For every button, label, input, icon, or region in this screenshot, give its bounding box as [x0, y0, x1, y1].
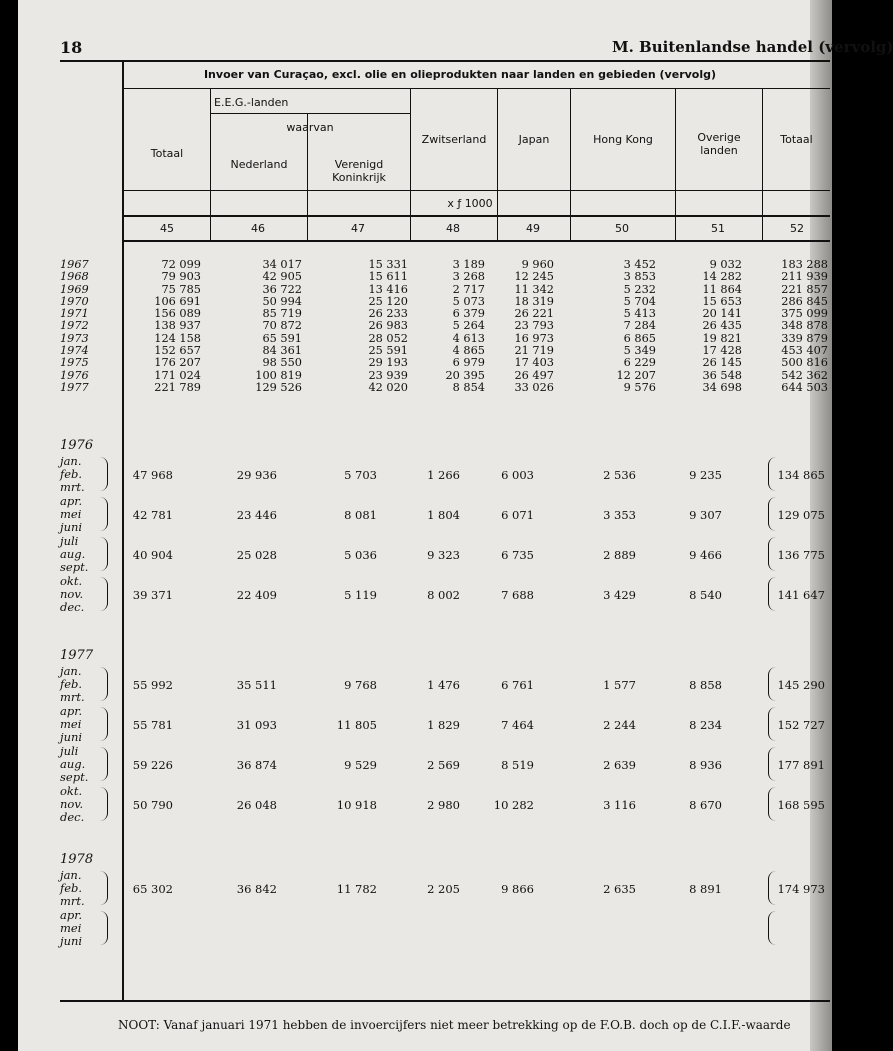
col-number: 48 [446, 222, 460, 235]
col-number: 52 [790, 222, 804, 235]
quarter-cell: 65 302 [132, 882, 173, 896]
month-label: nov. [60, 797, 84, 811]
month-label: feb. [60, 467, 83, 481]
cell: 42 020 [368, 380, 408, 394]
cell: 9 960 [521, 258, 554, 271]
waarvan-header: waarvan [286, 121, 334, 134]
quarter-cell: 6 735 [501, 548, 534, 562]
cell: 138 937 [154, 319, 201, 333]
cell: 5 704 [623, 294, 656, 308]
cell: 100 819 [255, 368, 302, 382]
table-row [60, 382, 830, 394]
quarter-cell: 2 889 [603, 548, 636, 562]
quarter-cell: 129 075 [777, 508, 825, 522]
quarter-cell: 9 307 [689, 508, 722, 522]
col-divider-4 [497, 88, 498, 240]
quarter-cell: 8 081 [344, 508, 377, 522]
quarter-cell: 2 980 [427, 798, 460, 812]
group-year: 1977 [60, 648, 94, 663]
cell: 15 331 [368, 258, 408, 271]
cell: 11 864 [702, 282, 742, 296]
cell: 375 099 [781, 307, 828, 321]
table-main-header: Invoer van Curaçao, excl. olie en olieprodukten naar landen en gebieden (vervolg) [203, 68, 717, 81]
header-rule-5 [122, 240, 830, 242]
quarter-brace [768, 457, 776, 491]
month-label: juli [60, 534, 79, 548]
header-rule-3 [122, 190, 830, 191]
row-year: 1977 [60, 380, 89, 394]
col-number: 47 [351, 222, 365, 235]
quarter-cell: 3 429 [603, 588, 636, 602]
cell: 5 073 [452, 294, 485, 308]
quarter-cell: 11 805 [336, 718, 377, 732]
unit-label: x ƒ 1000 [447, 197, 493, 210]
cell: 5 349 [623, 344, 656, 358]
quarter-cell: 10 918 [336, 798, 377, 812]
cell: 26 497 [514, 368, 554, 382]
quarter-cell: 23 446 [236, 508, 277, 522]
cell: 348 878 [781, 319, 828, 333]
quarter-cell: 3 353 [603, 508, 636, 522]
cell: 129 526 [255, 380, 302, 394]
cell: 34 698 [702, 380, 742, 394]
col-header-overige-line1: Overige [697, 131, 741, 144]
cell: 5 232 [623, 282, 656, 296]
cell: 221 857 [781, 282, 828, 296]
quarter-brace [768, 707, 776, 741]
cell: 15 611 [368, 270, 408, 284]
eeg-header: E.E.G.-landen [214, 96, 289, 109]
cell: 3 452 [623, 258, 656, 271]
quarter-cell: 9 235 [689, 468, 722, 482]
col-header-overige-line2: landen [700, 144, 738, 157]
month-label: apr. [60, 494, 83, 508]
quarter-brace [768, 577, 776, 611]
cell: 26 145 [702, 356, 742, 370]
month-label: sept. [60, 770, 89, 784]
annual-rows [60, 259, 830, 394]
quarter-brace [100, 911, 108, 945]
quarter-cell: 7 688 [501, 588, 534, 602]
header-rule-1 [122, 88, 830, 89]
quarter-brace [100, 747, 108, 781]
cell: 7 284 [623, 319, 656, 333]
month-label: okt. [60, 574, 83, 588]
table-row [60, 357, 830, 369]
cell: 36 722 [262, 282, 302, 296]
month-label: jan. [60, 664, 82, 678]
quarter-cell: 1 577 [603, 678, 636, 692]
quarter-cell: 6 071 [501, 508, 534, 522]
month-label: sept. [60, 560, 89, 574]
cell: 36 548 [702, 368, 742, 382]
quarter-brace [100, 577, 108, 611]
cell: 23 793 [514, 319, 554, 333]
cell: 644 503 [781, 380, 828, 394]
cell: 26 983 [368, 319, 408, 333]
cell: 2 717 [452, 282, 485, 296]
quarter-cell: 8 936 [689, 758, 722, 772]
cell: 23 939 [368, 368, 408, 382]
col-number: 51 [711, 222, 725, 235]
cell: 6 865 [623, 331, 656, 345]
month-label: juni [60, 520, 83, 534]
cell: 124 158 [154, 331, 201, 345]
row-year: 1969 [60, 282, 89, 296]
quarter-brace [100, 537, 108, 571]
quarter-brace [768, 537, 776, 571]
cell: 453 407 [781, 344, 828, 358]
cell: 9 576 [623, 380, 656, 394]
cell: 156 089 [154, 307, 201, 321]
col-number: 49 [526, 222, 540, 235]
quarter-cell: 22 409 [236, 588, 277, 602]
cell: 25 120 [368, 294, 408, 308]
quarter-cell: 36 874 [236, 758, 277, 772]
cell: 8 854 [452, 380, 485, 394]
month-label: apr. [60, 704, 83, 718]
quarter-cell: 8 891 [689, 882, 722, 896]
header-rule-4 [122, 215, 830, 217]
cell: 339 879 [781, 331, 828, 345]
col-header-zwitserland: Zwitserland [421, 133, 487, 146]
col-header-japan: Japan [518, 133, 550, 146]
month-label: jan. [60, 868, 82, 882]
quarter-cell: 8 002 [427, 588, 460, 602]
month-label: aug. [60, 547, 86, 561]
cell: 42 905 [262, 270, 302, 284]
cell: 542 362 [781, 368, 828, 382]
col-header-hongkong: Hong Kong [593, 133, 653, 146]
quarter-brace [768, 911, 776, 945]
cell: 26 435 [702, 319, 742, 333]
cell: 17 428 [702, 344, 742, 358]
month-label: okt. [60, 784, 83, 798]
quarter-cell: 174 973 [777, 882, 825, 896]
quarter-cell: 8 858 [689, 678, 722, 692]
table-row [60, 320, 830, 332]
quarter-cell: 9 768 [344, 678, 377, 692]
quarter-cell: 2 639 [603, 758, 636, 772]
cell: 21 719 [514, 344, 554, 358]
quarter-cell: 8 670 [689, 798, 722, 812]
cell: 33 026 [514, 380, 554, 394]
col-divider-3 [410, 88, 411, 240]
month-label: nov. [60, 587, 84, 601]
month-label: feb. [60, 677, 83, 691]
cell: 4 613 [452, 331, 485, 345]
quarter-cell: 9 323 [427, 548, 460, 562]
cell: 176 207 [154, 356, 201, 370]
cell: 16 973 [514, 331, 554, 345]
quarter-cell: 5 119 [344, 588, 377, 602]
table-bottom-rule [60, 1000, 830, 1002]
quarter-cell: 177 891 [777, 758, 825, 772]
quarter-cell: 6 761 [501, 678, 534, 692]
quarter-cell: 25 028 [236, 548, 277, 562]
quarter-brace [100, 497, 108, 531]
row-year: 1970 [60, 294, 89, 308]
cell: 79 903 [161, 270, 201, 284]
row-year: 1972 [60, 319, 89, 333]
quarter-brace [100, 667, 108, 701]
col-divider-7 [762, 88, 763, 240]
cell: 5 413 [623, 307, 656, 321]
cell: 11 342 [514, 282, 554, 296]
quarter-cell: 145 290 [777, 678, 825, 692]
month-label: mei [60, 717, 82, 731]
quarter-cell: 8 519 [501, 758, 534, 772]
quarter-cell: 36 842 [236, 882, 277, 896]
quarter-cell: 1 266 [427, 468, 460, 482]
quarter-cell: 7 464 [501, 718, 534, 732]
cell: 20 141 [702, 307, 742, 321]
quarter-cell: 1 829 [427, 718, 460, 732]
month-label: mrt. [60, 480, 85, 494]
quarter-cell: 50 790 [132, 798, 173, 812]
cell: 17 403 [514, 356, 554, 370]
col-number: 45 [160, 222, 174, 235]
cell: 26 221 [514, 307, 554, 321]
quarter-cell: 35 511 [236, 678, 277, 692]
quarter-brace [768, 747, 776, 781]
row-year: 1974 [60, 344, 89, 358]
quarter-cell: 3 116 [603, 798, 636, 812]
table-top-rule [60, 60, 830, 62]
quarter-cell: 2 536 [603, 468, 636, 482]
month-label: mei [60, 507, 82, 521]
month-label: mrt. [60, 894, 85, 908]
cell: 75 785 [161, 282, 201, 296]
cell: 29 193 [368, 356, 408, 370]
section-title: M. Buitenlandse handel (vervolg) [612, 38, 893, 56]
cell: 183 288 [781, 258, 828, 271]
col-header-vk-line2: Koninkrijk [332, 171, 386, 184]
quarter-cell: 5 703 [344, 468, 377, 482]
month-label: juni [60, 730, 83, 744]
quarter-brace [100, 707, 108, 741]
month-label: apr. [60, 908, 83, 922]
cell: 20 395 [445, 368, 485, 382]
quarter-cell: 9 866 [501, 882, 534, 896]
quarter-cell: 5 036 [344, 548, 377, 562]
cell: 18 319 [514, 294, 554, 308]
quarter-cell: 6 003 [501, 468, 534, 482]
cell: 15 653 [702, 294, 742, 308]
page-number: 18 [60, 38, 83, 57]
cell: 152 657 [154, 344, 201, 358]
quarter-cell: 134 865 [777, 468, 825, 482]
cell: 85 719 [262, 307, 302, 321]
stub-divider [122, 60, 124, 1000]
col-divider-5 [570, 88, 571, 240]
cell: 12 207 [616, 368, 656, 382]
quarter-cell: 29 936 [236, 468, 277, 482]
quarter-brace [768, 871, 776, 905]
quarter-cell: 2 205 [427, 882, 460, 896]
cell: 14 282 [702, 270, 742, 284]
quarter-cell: 168 595 [777, 798, 825, 812]
quarter-brace [100, 457, 108, 491]
quarter-cell: 10 282 [493, 798, 534, 812]
cell: 26 233 [368, 307, 408, 321]
quarter-cell: 141 647 [777, 588, 825, 602]
quarter-cell: 152 727 [777, 718, 825, 732]
month-label: aug. [60, 757, 86, 771]
cell: 3 268 [452, 270, 485, 284]
col-header-totaal-2: Totaal [780, 133, 813, 146]
quarter-cell: 55 992 [132, 678, 173, 692]
cell: 84 361 [262, 344, 302, 358]
table-row [60, 271, 830, 283]
cell: 6 379 [452, 307, 485, 321]
quarter-brace [768, 497, 776, 531]
month-label: dec. [60, 600, 85, 614]
footnote: NOOT: Vanaf januari 1971 hebben de invoercijfers niet meer betrekking op de F.O.B. doch op de C.I.F.-waarde [118, 1018, 791, 1032]
quarter-cell: 9 466 [689, 548, 722, 562]
cell: 211 939 [781, 270, 828, 284]
month-label: feb. [60, 881, 83, 895]
col-number: 46 [251, 222, 265, 235]
quarter-cell: 39 371 [132, 588, 173, 602]
header-rule-2 [210, 113, 410, 114]
quarter-cell: 55 781 [132, 718, 173, 732]
cell: 19 821 [702, 331, 742, 345]
quarter-cell: 8 234 [689, 718, 722, 732]
row-year: 1976 [60, 368, 89, 382]
cell: 9 032 [709, 258, 742, 271]
cell: 12 245 [514, 270, 554, 284]
quarter-cell: 42 781 [132, 508, 173, 522]
group-year: 1978 [60, 852, 94, 867]
quarter-cell: 2 569 [427, 758, 460, 772]
quarter-brace [768, 787, 776, 821]
month-label: dec. [60, 810, 85, 824]
row-year: 1967 [60, 258, 89, 271]
cell: 6 979 [452, 356, 485, 370]
cell: 13 416 [368, 282, 408, 296]
cell: 5 264 [452, 319, 485, 333]
cell: 28 052 [368, 331, 408, 345]
row-year: 1975 [60, 356, 89, 370]
cell: 286 845 [781, 294, 828, 308]
quarter-cell: 2 244 [603, 718, 636, 732]
col-header-totaal: Totaal [150, 147, 184, 160]
quarter-brace [100, 787, 108, 821]
cell: 171 024 [154, 368, 201, 382]
cell: 3 853 [623, 270, 656, 284]
quarter-cell: 8 540 [689, 588, 722, 602]
quarter-cell: 9 529 [344, 758, 377, 772]
cell: 3 189 [452, 258, 485, 271]
quarter-cell: 1 804 [427, 508, 460, 522]
quarter-cell: 26 048 [236, 798, 277, 812]
cell: 25 591 [368, 344, 408, 358]
month-label: jan. [60, 454, 82, 468]
cell: 65 591 [262, 331, 302, 345]
quarter-cell: 136 775 [777, 548, 825, 562]
month-label: juli [60, 744, 79, 758]
quarter-cell: 11 782 [336, 882, 377, 896]
quarter-cell: 1 476 [427, 678, 460, 692]
quarter-cell: 47 968 [132, 468, 173, 482]
cell: 4 865 [452, 344, 485, 358]
cell: 72 099 [161, 258, 201, 271]
quarter-cell: 40 904 [132, 548, 173, 562]
col-header-nederland: Nederland [230, 158, 288, 171]
row-year: 1968 [60, 270, 89, 284]
month-label: mrt. [60, 690, 85, 704]
month-label: mei [60, 921, 82, 935]
cell: 98 550 [262, 356, 302, 370]
cell: 34 017 [262, 258, 302, 271]
col-divider-6 [675, 88, 676, 240]
quarter-cell: 31 093 [236, 718, 277, 732]
quarter-cell: 59 226 [132, 758, 173, 772]
cell: 6 229 [623, 356, 656, 370]
col-header-vk-line1: Verenigd [334, 158, 384, 171]
quarter-cell: 2 635 [603, 882, 636, 896]
cell: 106 691 [154, 294, 201, 308]
col-number: 50 [615, 222, 629, 235]
cell: 70 872 [262, 319, 302, 333]
cell: 221 789 [154, 380, 201, 394]
cell: 50 994 [262, 294, 302, 308]
row-year: 1971 [60, 307, 89, 321]
quarter-brace [100, 871, 108, 905]
quarter-brace [768, 667, 776, 701]
month-label: juni [60, 934, 83, 948]
row-year: 1973 [60, 331, 89, 345]
group-year: 1976 [60, 438, 94, 453]
cell: 500 816 [781, 356, 828, 370]
